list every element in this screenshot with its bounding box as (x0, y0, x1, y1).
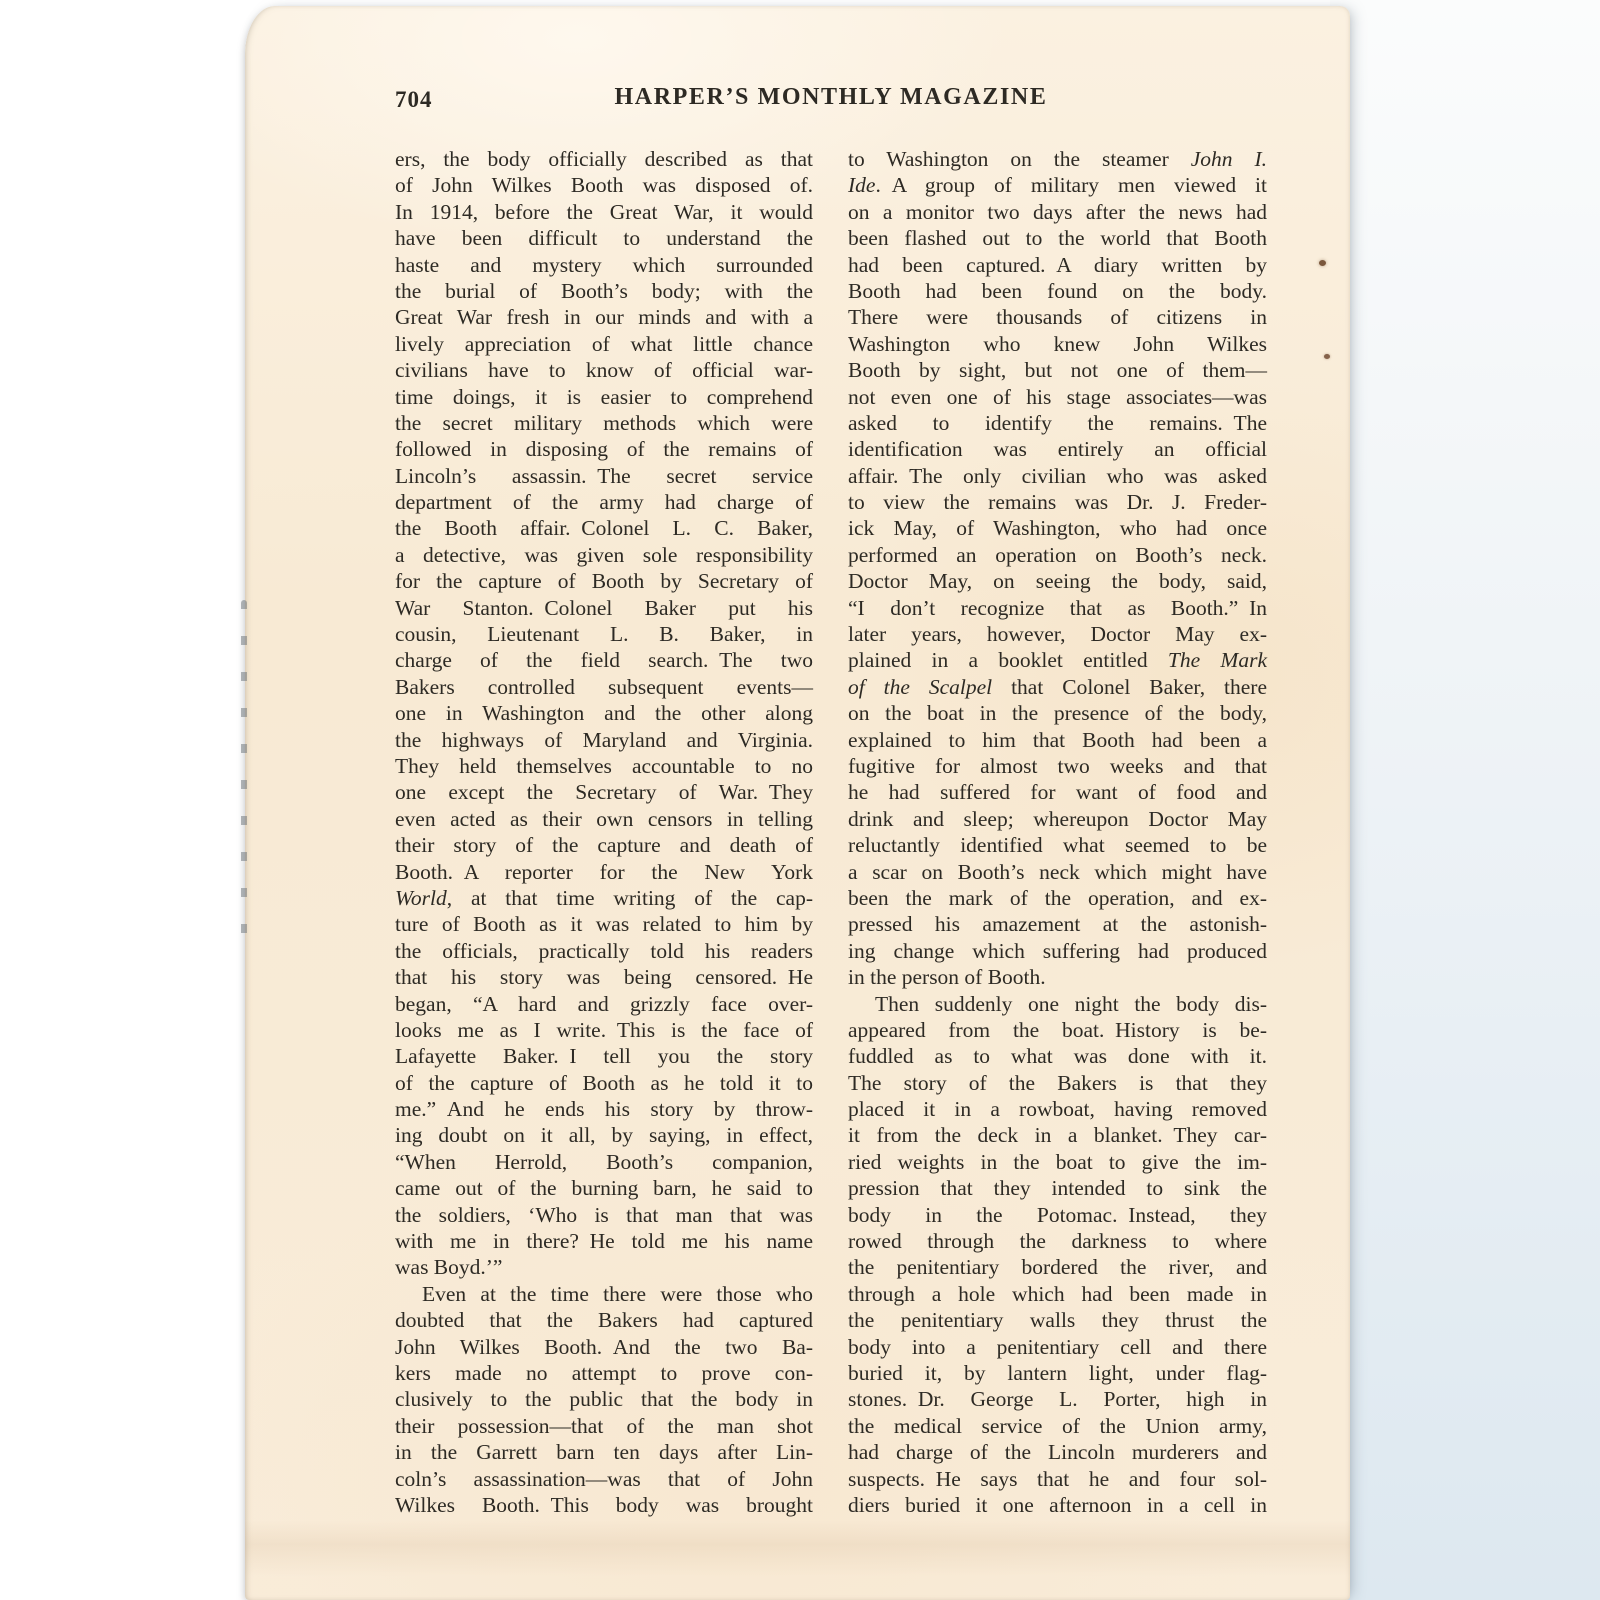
text-line: Lincoln’s assassin. The secret service (395, 463, 813, 488)
text-line: one except the Secretary of War. They (395, 780, 813, 805)
text-line: he had suffered for want of food and (848, 780, 1267, 805)
text-line: reluctantly identified what seemed to be (848, 833, 1267, 858)
text-line: The story of the Bakers is that they (848, 1070, 1267, 1095)
text-line: even acted as their own censors in telling (395, 806, 813, 831)
text-line: They held themselves accountable to no (395, 753, 813, 778)
text-line: came out of the burning barn, he said to (395, 1176, 813, 1201)
text-column-left (395, 146, 813, 1518)
text-line: Bakers controlled subsequent events— (395, 674, 813, 699)
text-line: that his story was being censored. He (395, 965, 813, 990)
text-line: “When Herrold, Booth’s companion, (395, 1149, 813, 1174)
text-line: the medical service of the Union army, (848, 1413, 1267, 1438)
text-line: Lafayette Baker. I tell you the story (395, 1044, 813, 1069)
text-line: of the capture of Booth as he told it to (395, 1070, 813, 1095)
magazine-title: HARPER’S MONTHLY MAGAZINE (614, 84, 1048, 110)
paper-speck (1324, 354, 1330, 359)
text-line: fugitive for almost two weeks and that (848, 753, 1267, 778)
text-line: plained in a booklet entitled The Mark (848, 648, 1267, 673)
page-header (395, 84, 1267, 118)
text-line: body into a penitentiary cell and there (848, 1334, 1267, 1359)
text-line: of the Scalpel that Colonel Baker, there (848, 674, 1267, 699)
text-line: began, “A hard and grizzly face over- (395, 991, 813, 1016)
text-line: the penitentiary walls they thrust the (848, 1308, 1267, 1333)
text-line: lively appreciation of what little chance (395, 331, 813, 356)
text-line: ing doubt on it all, by saying, in effect, (395, 1123, 813, 1148)
text-line: rowed through the darkness to where (848, 1229, 1267, 1254)
text-line: identification was entirely an official (848, 437, 1267, 462)
text-line: diers buried it one afternoon in a cell in (848, 1492, 1267, 1517)
text-line: later years, however, Doctor May ex- (848, 622, 1267, 647)
paper-speck (1319, 260, 1326, 266)
text-line: a scar on Booth’s neck which might have (848, 859, 1267, 884)
text-line: their possession—that of the man shot (395, 1413, 813, 1438)
text-line: coln’s assassination—was that of John (395, 1466, 813, 1491)
text-line: time doings, it is easier to comprehend (395, 384, 813, 409)
text-line: ers, the body officially described as that (395, 147, 813, 171)
text-line: affair. The only civilian who was asked (848, 463, 1267, 488)
text-line: of John Wilkes Booth was disposed of. (395, 173, 813, 198)
text-line: In 1914, before the Great War, it would (395, 199, 813, 224)
text-line: to view the remains was Dr. J. Freder- (848, 490, 1267, 515)
text-line: clusively to the public that the body in (395, 1387, 813, 1412)
text-line: pressed his amazement at the astonish- (848, 912, 1267, 937)
text-line: ick May, of Washington, who had once (848, 516, 1267, 541)
text-line: Booth by sight, but not one of them— (848, 358, 1267, 383)
text-line: for the capture of Booth by Secretary of (395, 569, 813, 594)
text-line: stones. Dr. George L. Porter, high in (848, 1387, 1267, 1412)
text-line: Wilkes Booth. This body was brought (395, 1492, 813, 1517)
text-line: appeared from the boat. History is be- (848, 1017, 1267, 1042)
magazine-page (245, 6, 1350, 1600)
text-line: War Stanton. Colonel Baker put his (395, 595, 813, 620)
text-line: drink and sleep; whereupon Doctor May (848, 806, 1267, 831)
text-line: Booth. A reporter for the New York (395, 859, 813, 884)
text-line: body in the Potomac. Instead, they (848, 1202, 1267, 1227)
text-line: on a monitor two days after the news had (848, 199, 1267, 224)
text-line: buried it, by lantern light, under flag- (848, 1360, 1267, 1385)
text-line: explained to him that Booth had been a (848, 727, 1267, 752)
text-line: ture of Booth as it was related to him by (395, 912, 813, 937)
text-line: was Boyd.’” (395, 1255, 503, 1280)
text-line: pression that they intended to sink the (848, 1176, 1267, 1201)
text-line: have been difficult to understand the (395, 226, 813, 251)
text-line: haste and mystery which surrounded (395, 252, 813, 277)
text-line: Washington who knew John Wilkes (848, 331, 1267, 356)
text-line: ing change which suffering had produced (848, 938, 1267, 963)
text-line: Ide. A group of military men viewed it (848, 173, 1267, 198)
text-line: not even one of his stage associates—was (848, 384, 1267, 409)
text-line: Great War fresh in our minds and with a (395, 305, 813, 330)
text-line: placed it in a rowboat, having removed (848, 1097, 1267, 1122)
text-line: charge of the field search. The two (395, 648, 813, 673)
text-line: the burial of Booth’s body; with the (395, 278, 813, 303)
backdrop-shading (1330, 0, 1600, 1600)
text-line: a detective, was given sole responsibility (395, 542, 813, 567)
text-line: World, at that time writing of the cap- (395, 885, 813, 910)
text-line: John Wilkes Booth. And the two Ba- (395, 1334, 813, 1359)
text-line: Then suddenly one night the body dis- (875, 991, 1267, 1016)
text-line: it from the deck in a blanket. They car- (848, 1123, 1267, 1148)
text-line: “I don’t recognize that as Booth.” In (848, 595, 1267, 620)
text-line: There were thousands of citizens in (848, 305, 1267, 330)
text-line: had charge of the Lincoln murderers and (848, 1440, 1267, 1465)
text-line: the soldiers, ‘Who is that man that was (395, 1202, 813, 1227)
text-line: fuddled as to what was done with it. (848, 1044, 1267, 1069)
text-line: followed in disposing of the remains of (395, 437, 813, 462)
text-line: through a hole which had been made in (848, 1281, 1267, 1306)
text-line: one in Washington and the other along (395, 701, 813, 726)
text-line: the highways of Maryland and Virginia. (395, 727, 813, 752)
text-line: been flashed out to the world that Booth (848, 226, 1267, 251)
text-line: the officials, practically told his readers (395, 938, 813, 963)
text-line: civilians have to know of official war- (395, 358, 813, 383)
text-line: on the boat in the presence of the body, (848, 701, 1267, 726)
text-line: Booth had been found on the body. (848, 278, 1267, 303)
text-line: in the Garrett barn ten days after Lin- (395, 1440, 813, 1465)
text-line: their story of the capture and death of (395, 833, 813, 858)
text-line: ried weights in the boat to give the im- (848, 1149, 1267, 1174)
text-line: the penitentiary bordered the river, and (848, 1255, 1267, 1280)
text-line: in the person of Booth. (848, 965, 1046, 990)
text-line: Doctor May, on seeing the body, said, (848, 569, 1267, 594)
text-line: asked to identify the remains. The (848, 410, 1267, 435)
text-line: with me in there? He told me his name (395, 1229, 813, 1254)
text-line: Even at the time there were those who (422, 1281, 813, 1306)
text-line: cousin, Lieutenant L. B. Baker, in (395, 622, 813, 647)
text-line: doubted that the Bakers had captured (395, 1308, 813, 1333)
text-line: had been captured. A diary written by (848, 252, 1267, 277)
text-line: been the mark of the operation, and ex- (848, 885, 1267, 910)
text-line: suspects. He says that he and four sol- (848, 1466, 1267, 1491)
text-line: department of the army had charge of (395, 490, 813, 515)
text-line: looks me as I write. This is the face of (395, 1017, 813, 1042)
text-line: me.” And he ends his story by throw- (395, 1097, 813, 1122)
text-line: the Booth affair. Colonel L. C. Baker, (395, 516, 813, 541)
text-column-right (848, 146, 1267, 1518)
text-line: the secret military methods which were (395, 410, 813, 435)
text-line: to Washington on the steamer John I. (848, 147, 1267, 171)
torn-edge-marks (241, 600, 247, 950)
text-line: performed an operation on Booth’s neck. (848, 542, 1267, 567)
text-line: kers made no attempt to prove con- (395, 1360, 813, 1385)
page-number: 704 (395, 87, 433, 112)
